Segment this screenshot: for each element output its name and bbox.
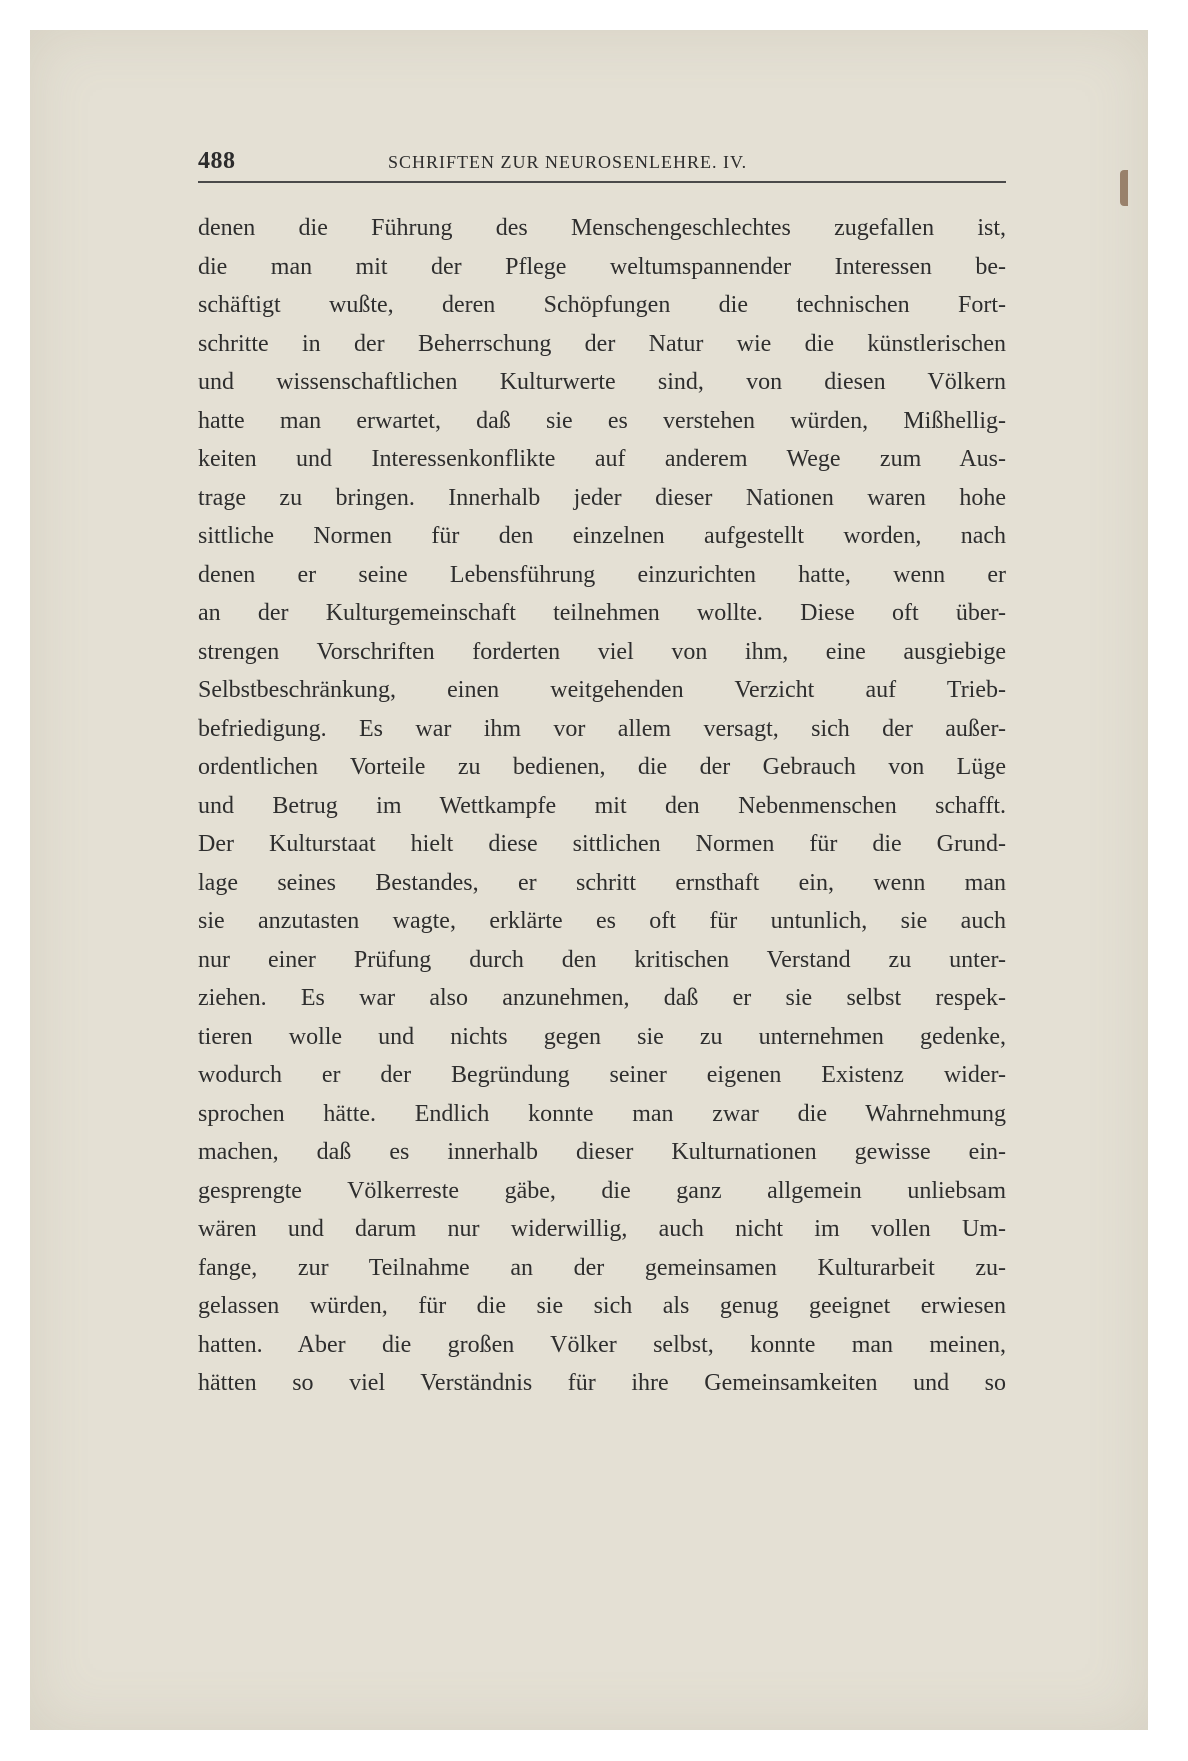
text-line: ordentlichen Vorteile zu bedienen, die der Gebrauch von Lüge <box>198 754 1006 780</box>
page-edge-mark <box>1120 170 1128 206</box>
text-line: und wissenschaftlichen Kulturwerte sind, von diesen Völkern <box>198 369 1006 395</box>
text-line: die man mit der Pflege weltumspannender Interessen be- <box>198 253 1006 280</box>
text-line: Der Kulturstaat hielt diese sittlichen Normen für die Grund- <box>198 831 1006 857</box>
text-line: sittliche Normen für den einzelnen aufgestellt worden, nach <box>198 523 1006 549</box>
running-head: SCHRIFTEN ZUR NEUROSENLEHRE. IV. <box>388 152 748 172</box>
page-header <box>198 146 1006 182</box>
text-line: denen die Führung des Menschengeschlechtes zugefallen ist, <box>198 215 1006 241</box>
text-line: sie anzutasten wagte, erklärte es oft für untunlich, sie auch <box>198 908 1006 934</box>
text-line: gelassen würden, für die sie sich als genug geeignet erwiesen <box>198 1293 1006 1319</box>
text-line: hätten so viel Verständnis für ihre Gemeinsamkeiten und so <box>198 1370 1006 1396</box>
text-line: tieren wolle und nichts gegen sie zu unternehmen gedenke, <box>198 1023 1006 1050</box>
text-line: strengen Vorschriften forderten viel von ihm, eine ausgiebige <box>198 638 1006 665</box>
text-line: machen, daß es innerhalb dieser Kulturnationen gewisse ein- <box>198 1139 1006 1165</box>
text-line: denen er seine Lebensführung einzurichten hatte, wenn er <box>198 561 1006 588</box>
text-line: schritte in der Beherrschung der Natur wie die künstlerischen <box>198 330 1006 357</box>
text-line: wodurch er der Begründung seiner eigenen Existenz wider- <box>198 1062 1006 1088</box>
text-line: trage zu bringen. Innerhalb jeder dieser Nationen waren hohe <box>198 484 1006 511</box>
text-line: schäftigt wußte, deren Schöpfungen die technischen Fort- <box>198 292 1006 318</box>
text-line: gesprengte Völkerreste gäbe, die ganz allgemein unliebsam <box>198 1177 1006 1204</box>
body-text <box>198 209 1006 1403</box>
text-line: und Betrug im Wettkampfe mit den Nebenmenschen schafft. <box>198 792 1006 819</box>
text-line: hatte man erwartet, daß sie es verstehen würden, Mißhellig- <box>198 407 1006 434</box>
text-line: nur einer Prüfung durch den kritischen Verstand zu unter- <box>198 946 1006 973</box>
text-line: befriedigung. Es war ihm vor allem versagt, sich der außer- <box>198 715 1006 742</box>
text-line: Selbstbeschränkung, einen weitgehenden Verzicht auf Trieb- <box>198 677 1006 703</box>
text-line: fange, zur Teilnahme an der gemeinsamen Kulturarbeit zu- <box>198 1254 1006 1281</box>
text-line: ziehen. Es war also anzunehmen, daß er sie selbst respek- <box>198 985 1006 1011</box>
header-rule <box>198 181 1006 183</box>
text-line: wären und darum nur widerwillig, auch nicht im vollen Um- <box>198 1216 1006 1242</box>
text-line: hatten. Aber die großen Völker selbst, konnte man meinen, <box>198 1331 1006 1358</box>
page-number: 488 <box>198 148 236 174</box>
text-line: sprochen hätte. Endlich konnte man zwar die Wahrnehmung <box>198 1100 1006 1127</box>
text-line: keiten und Interessenkonflikte auf anderem Wege zum Aus- <box>198 446 1006 472</box>
text-line: an der Kulturgemeinschaft teilnehmen wollte. Diese oft über- <box>198 600 1006 626</box>
text-line: lage seines Bestandes, er schritt ernsthaft ein, wenn man <box>198 869 1006 896</box>
